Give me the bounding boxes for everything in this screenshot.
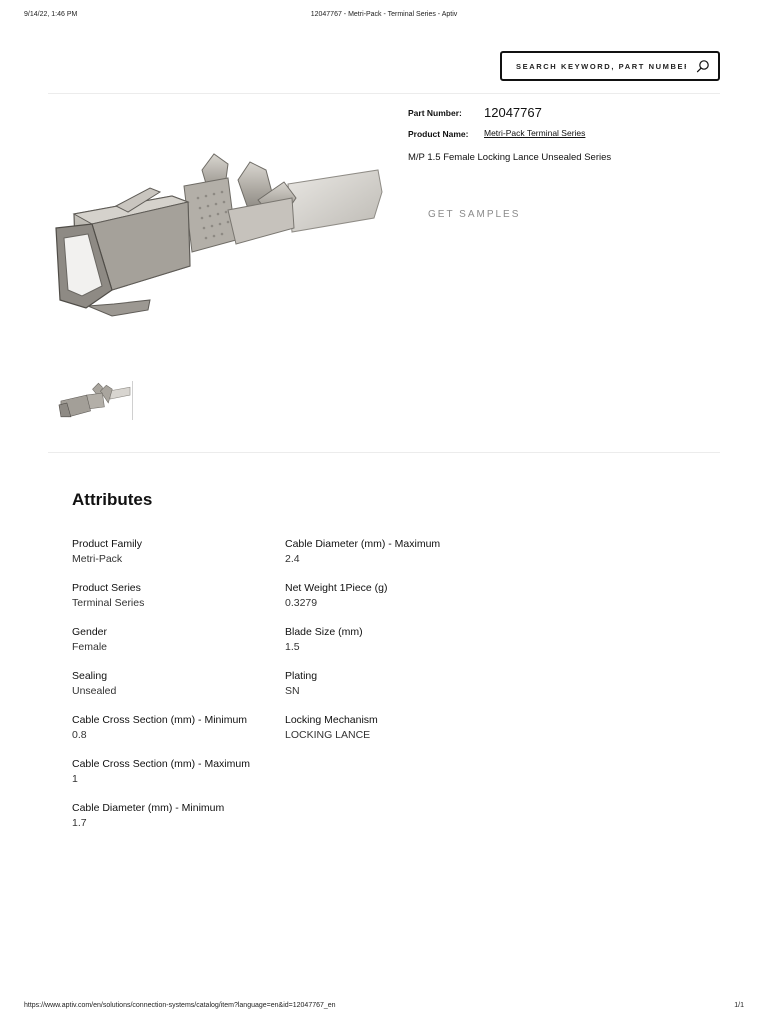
search-box[interactable] <box>500 51 720 81</box>
attribute-name: Cable Diameter (mm) - Minimum <box>72 802 225 814</box>
print-header <box>0 11 768 23</box>
attribute-name: Cable Cross Section (mm) - Minimum <box>72 714 248 726</box>
attribute-name: Sealing <box>72 670 108 682</box>
get-samples-button[interactable]: GET SAMPLES <box>428 209 521 220</box>
search-icon[interactable] <box>696 59 710 73</box>
attributes-column-2 <box>285 537 525 757</box>
product-description: M/P 1.5 Female Locking Lance Unsealed Series <box>408 152 612 163</box>
attribute-name: Blade Size (mm) <box>285 626 363 638</box>
attribute-value: Unsealed <box>72 685 117 697</box>
attribute-item <box>285 537 525 581</box>
attribute-item <box>72 669 282 713</box>
product-name-link[interactable]: Metri-Pack Terminal Series <box>484 128 586 138</box>
attributes-column-1 <box>72 537 282 845</box>
header-divider <box>48 93 720 94</box>
attribute-value: Metri-Pack <box>72 553 123 565</box>
attribute-value: Female <box>72 641 108 653</box>
attribute-item <box>285 581 525 625</box>
product-image[interactable] <box>52 140 384 330</box>
attribute-value: 0.8 <box>72 729 87 741</box>
attribute-value: Terminal Series <box>72 597 145 609</box>
attribute-item <box>72 581 282 625</box>
attribute-item <box>72 713 282 757</box>
attribute-name: Gender <box>72 626 108 638</box>
attribute-name: Cable Cross Section (mm) - Maximum <box>72 758 250 770</box>
print-url: https://www.aptiv.com/en/solutions/connection-systems/catalog/item?language=en&id=12047767_en <box>24 1002 336 1009</box>
attribute-name: Plating <box>285 670 318 682</box>
attributes-heading: Attributes <box>72 490 153 509</box>
attribute-item <box>285 625 525 669</box>
attribute-value: 0.3279 <box>285 597 318 609</box>
product-thumbnail[interactable] <box>57 381 133 420</box>
print-title: 12047767 - Metri-Pack - Terminal Series - Aptiv <box>310 11 458 18</box>
attribute-name: Net Weight 1Piece (g) <box>285 582 388 594</box>
attribute-item <box>72 537 282 581</box>
part-number-value: 12047767 <box>484 105 542 120</box>
attribute-item <box>285 669 525 713</box>
attribute-item <box>72 625 282 669</box>
attribute-name: Locking Mechanism <box>285 714 378 726</box>
print-footer <box>0 1002 768 1014</box>
attribute-value: 1.5 <box>285 641 300 653</box>
print-page-number: 1/1 <box>734 1002 744 1009</box>
attribute-name: Product Family <box>72 538 143 550</box>
attribute-value: SN <box>285 685 300 697</box>
attribute-item <box>72 801 282 845</box>
attribute-name: Product Series <box>72 582 141 594</box>
attribute-value: 1 <box>72 773 78 785</box>
attribute-value: LOCKING LANCE <box>285 729 371 741</box>
section-divider <box>48 452 720 453</box>
part-number-label: Part Number: <box>408 108 462 118</box>
search-input[interactable] <box>516 62 686 71</box>
attribute-value: 2.4 <box>285 553 300 565</box>
attribute-item <box>285 713 525 757</box>
attribute-item <box>72 757 282 801</box>
print-date: 9/14/22, 1:46 PM <box>24 11 78 18</box>
attribute-name: Cable Diameter (mm) - Maximum <box>285 538 441 550</box>
product-name-label: Product Name: <box>408 129 469 139</box>
attribute-value: 1.7 <box>72 817 87 829</box>
